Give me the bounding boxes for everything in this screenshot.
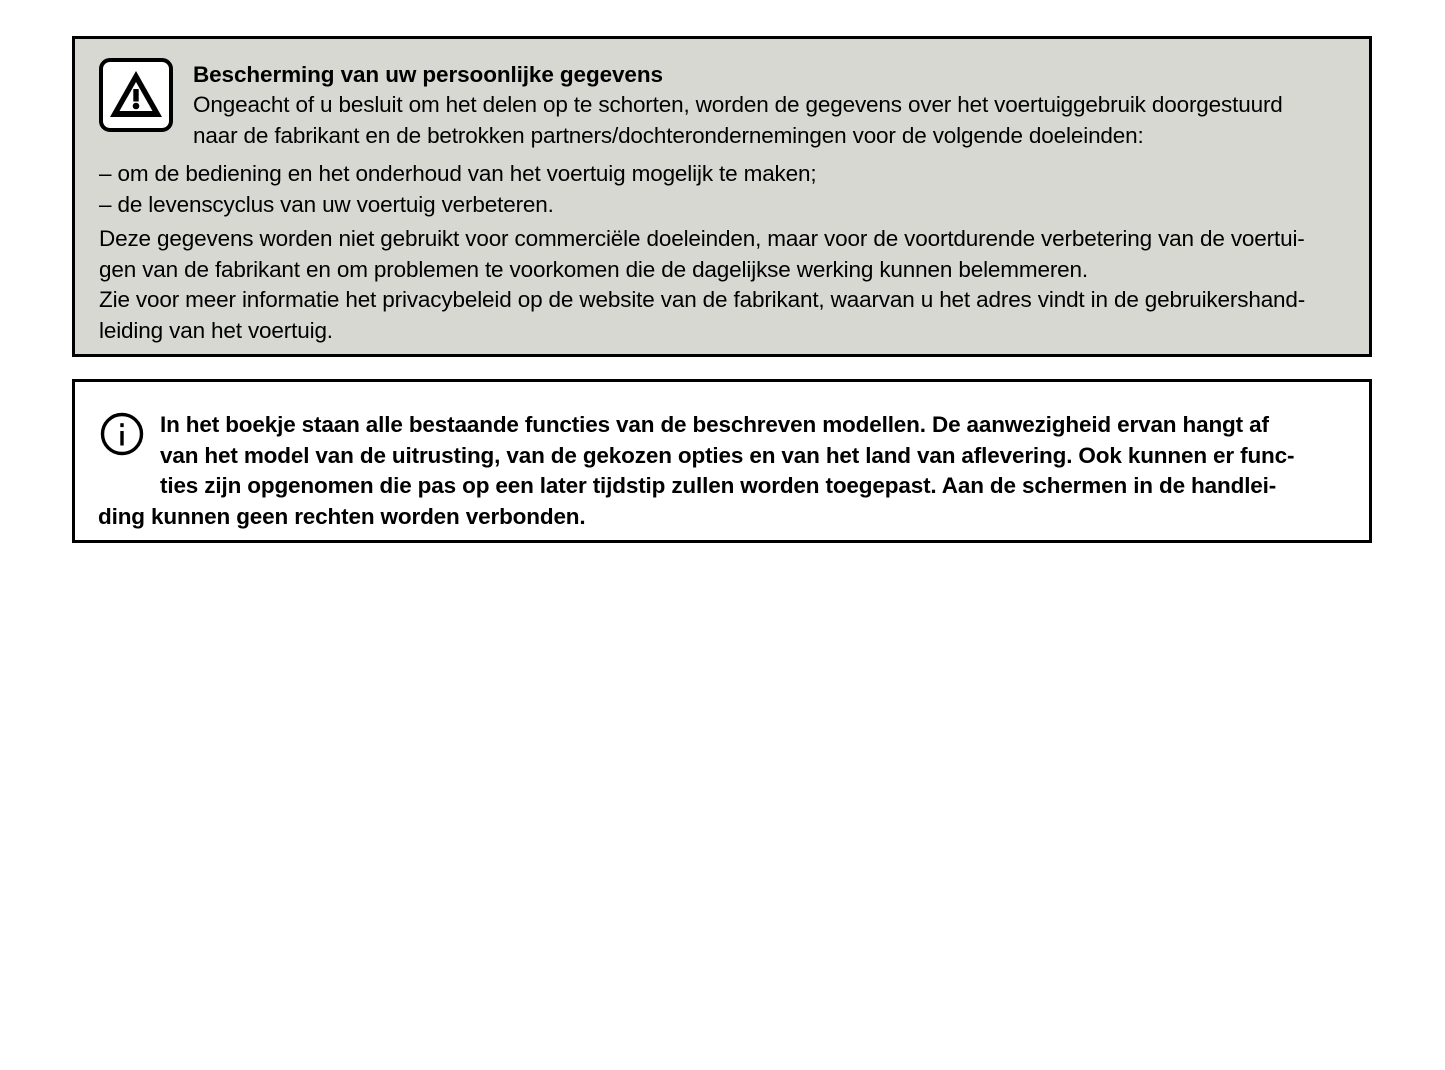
- privacy-warning-body-line-4: leiding van het voertuig.: [99, 317, 333, 343]
- privacy-warning-heading-group: [193, 60, 1363, 151]
- privacy-warning-box: [72, 36, 1372, 357]
- privacy-warning-body: [99, 224, 1305, 346]
- info-notice-line-4: ding kunnen geen rechten worden verbonden.: [98, 503, 586, 529]
- privacy-warning-body-line-2: gen van de fabrikant en om problemen te voorkomen die de dagelijkse werking kunnen belemmeren.: [99, 256, 1088, 282]
- privacy-warning-content: [75, 39, 1369, 354]
- privacy-warning-lead-line-2: naar de fabrikant en de betrokken partners/dochterondernemingen voor de volgende doeleinden:: [193, 122, 1144, 148]
- info-notice-box: [72, 379, 1372, 543]
- privacy-warning-body-line-1: Deze gegevens worden niet gebruikt voor commerciële doeleinden, maar voor de voortdurende verbetering van de voertui-: [99, 226, 1305, 251]
- info-notice-line-3: ties zijn opgenomen die pas op een later tijdstip zullen worden toegepast. Aan de schermen in de handlei-: [160, 473, 1277, 498]
- list-item: – om de bediening en het onderhoud van het voertuig mogelijk te maken;: [99, 161, 817, 186]
- info-notice-line-2: van het model van de uitrusting, van de gekozen opties en van het land van aflevering. Ook kunnen er func-: [160, 442, 1295, 468]
- privacy-warning-purpose-list: [99, 159, 817, 220]
- privacy-warning-lead: [193, 90, 1363, 151]
- privacy-warning-body-line-3: Zie voor meer informatie het privacybeleid op de website van de fabrikant, waarvan u het adres vindt in de gebruikershand-: [99, 287, 1306, 312]
- info-notice-content: [75, 382, 1369, 540]
- warning-triangle-icon: [99, 58, 173, 132]
- list-item: – de levenscyclus van uw voertuig verbeteren.: [99, 191, 554, 217]
- info-notice-text: [98, 410, 1348, 532]
- privacy-warning-title: Bescherming van uw persoonlijke gegevens: [193, 62, 663, 87]
- info-notice-line-1: In het boekje staan alle bestaande functies van de beschreven modellen. De aanwezigheid ervan hangt af: [160, 412, 1269, 437]
- privacy-warning-lead-line-1: Ongeacht of u besluit om het delen op te schorten, worden de gegevens over het voertuiggebruik doorgestuurd: [193, 92, 1283, 117]
